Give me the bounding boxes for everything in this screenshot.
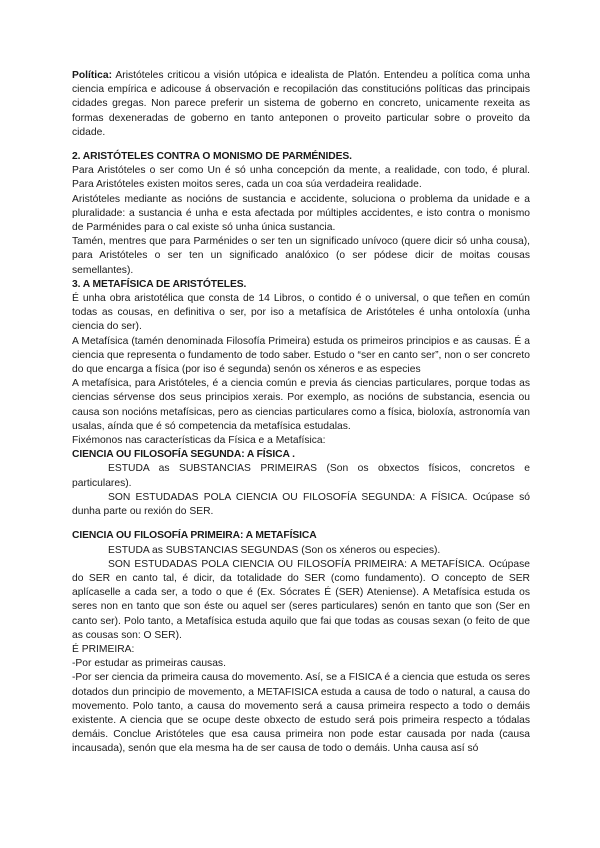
- politica-paragraph: [72, 69, 530, 140]
- section3-paragraph-1: É unha obra aristotélica que consta de 14 Libros, o contido é o universal, o que teñen en común todas as cousas, en definitiva o ser, por iso a metafísica de Aristóteles é unha ontoloxía (unha ciencia do ser).: [72, 293, 530, 333]
- section2-paragraph-3: Tamén, mentres que para Parménides o ser ten un significado unívoco (quere dicir só unha cousa), para Aristóteles o ser ten un significado analóxico (o ser pódese dicir de moitas cousas semellantes).: [72, 236, 530, 276]
- politica-text: Aristóteles criticou a visión utópica e idealista de Platón. Entendeu a política coma unha ciencia empírica e adicouse á observación e recopilación das constitucións políticas das principais cidades gregas. Non parece preferir un sistema de goberno en concreto, unicamente rexeita as formas dexeneradas de goberno en tanto anteponen o proveito particular sobre o proveito da cidade.: [72, 70, 530, 138]
- section3-paragraph-2: A Metafísica (tamén denominada Filosofía Primeira) estuda os primeiros principios e as causas. É a ciencia que representa o fundamento de todo saber. Estudo o “ser en canto ser”, non o ser concreto do que encarga a física (por iso é segunda) senón os xéneros e as especies: [72, 335, 530, 376]
- fisica-heading: CIENCIA OU FILOSOFÍA SEGUNDA: A FÍSICA .: [72, 449, 295, 461]
- section3-paragraph-3: A metafísica, para Aristóteles, é a ciencia común e previa ás ciencias particulares, porque todas as ciencias sérvense dos seus principios xerais. Por exemplo, as nocións de substancia, esencia ou causa son nocións metafísicas, pero as ciencias particulares como a física, bioloxía, astronomía van usalas, aínda que é só competencia da metafísica estudalas.: [72, 378, 530, 432]
- metafisica-paragraph-3: É PRIMEIRA:: [72, 643, 135, 655]
- metafisica-paragraph-1: ESTUDA as SUBSTANCIAS SEGUNDAS (Son os xéneros ou especies).: [108, 544, 441, 556]
- section2-heading: 2. ARISTÓTELES CONTRA O MONISMO DE PARMÉNIDES.: [72, 151, 352, 163]
- metafisica-paragraph-5: -Por ser ciencia da primeira causa do movemento. Así, se a FISICA é a ciencia que estuda os seres dotados dun principio de movemento, a METAFISICA estuda a causa de todo o natural, a causa do movemento. Polo tanto, a causa do movemento será a causa primeira respecto a todo o demáis existente. A ciencia que se ocupe deste obxecto de estudo será pois primeira respecto a tódalas demáis. Conclue Aristóteles que esa causa primeira non pode estar causada por nada (causa incausada), senón que ela mesma ha de ser causa de todo o demáis. Unha causa así só: [72, 672, 530, 755]
- metafisica-paragraph-4: -Por estudar as primeiras causas.: [72, 658, 226, 670]
- document-page: [72, 69, 530, 757]
- section2-paragraph-2: Aristóteles mediante as nocións de sustancia e accidente, soluciona o problema da unidade e a pluralidade: a sustancia é unha e esta afectada por múltiples accidentes, e isto contra o monismo de Parménides para o cal existe só unha única sustancia.: [72, 193, 530, 234]
- section3-heading: 3. A METAFÍSICA DE ARISTÓTELES.: [72, 278, 247, 290]
- politica-label: Política:: [72, 70, 113, 81]
- fisica-paragraph-1: ESTUDA as SUBSTANCIAS PRIMEIRAS (Son os obxectos físicos, concretos e particulares).: [72, 463, 530, 489]
- fisica-paragraph-2: SON ESTUDADAS POLA CIENCIA OU FILOSOFÍA SEGUNDA: A FÍSICA. Ocúpase só dunha parte ou rexión do SER.: [72, 491, 530, 518]
- section2-paragraph-1: Para Aristóteles o ser como Un é só unha concepción da mente, a realidade, con todo, é plural. Para Aristóteles existen moitos seres, cada un coa súa verdadeira realidade.: [72, 165, 530, 191]
- metafisica-paragraph-2: SON ESTUDADAS POLA CIENCIA OU FILOSOFÍA PRIMEIRA: A METAFÍSICA. Ocúpase do SER en canto tal, é dicir, da totalidade do SER (como fundamento). O concepto de SER aplícaselle a cada ser, a todo o que é (Ex. Sócrates É (SER) Ateniense). A Metafísica estuda os seres non en tanto que son éste ou aquel ser (seres particulares) senón en tanto que son (Ser en canto ser). Polo tanto, a Metafísica estuda aquilo que fai que todas as cousas sexan (o feito de que as cousas son: O SER).: [72, 558, 530, 641]
- section3-paragraph-4: Fixémonos nas características da Física e a Metafísica:: [72, 435, 326, 447]
- metafisica-heading: CIENCIA OU FILOSOFÍA PRIMEIRA: A METAFÍSICA: [72, 530, 317, 542]
